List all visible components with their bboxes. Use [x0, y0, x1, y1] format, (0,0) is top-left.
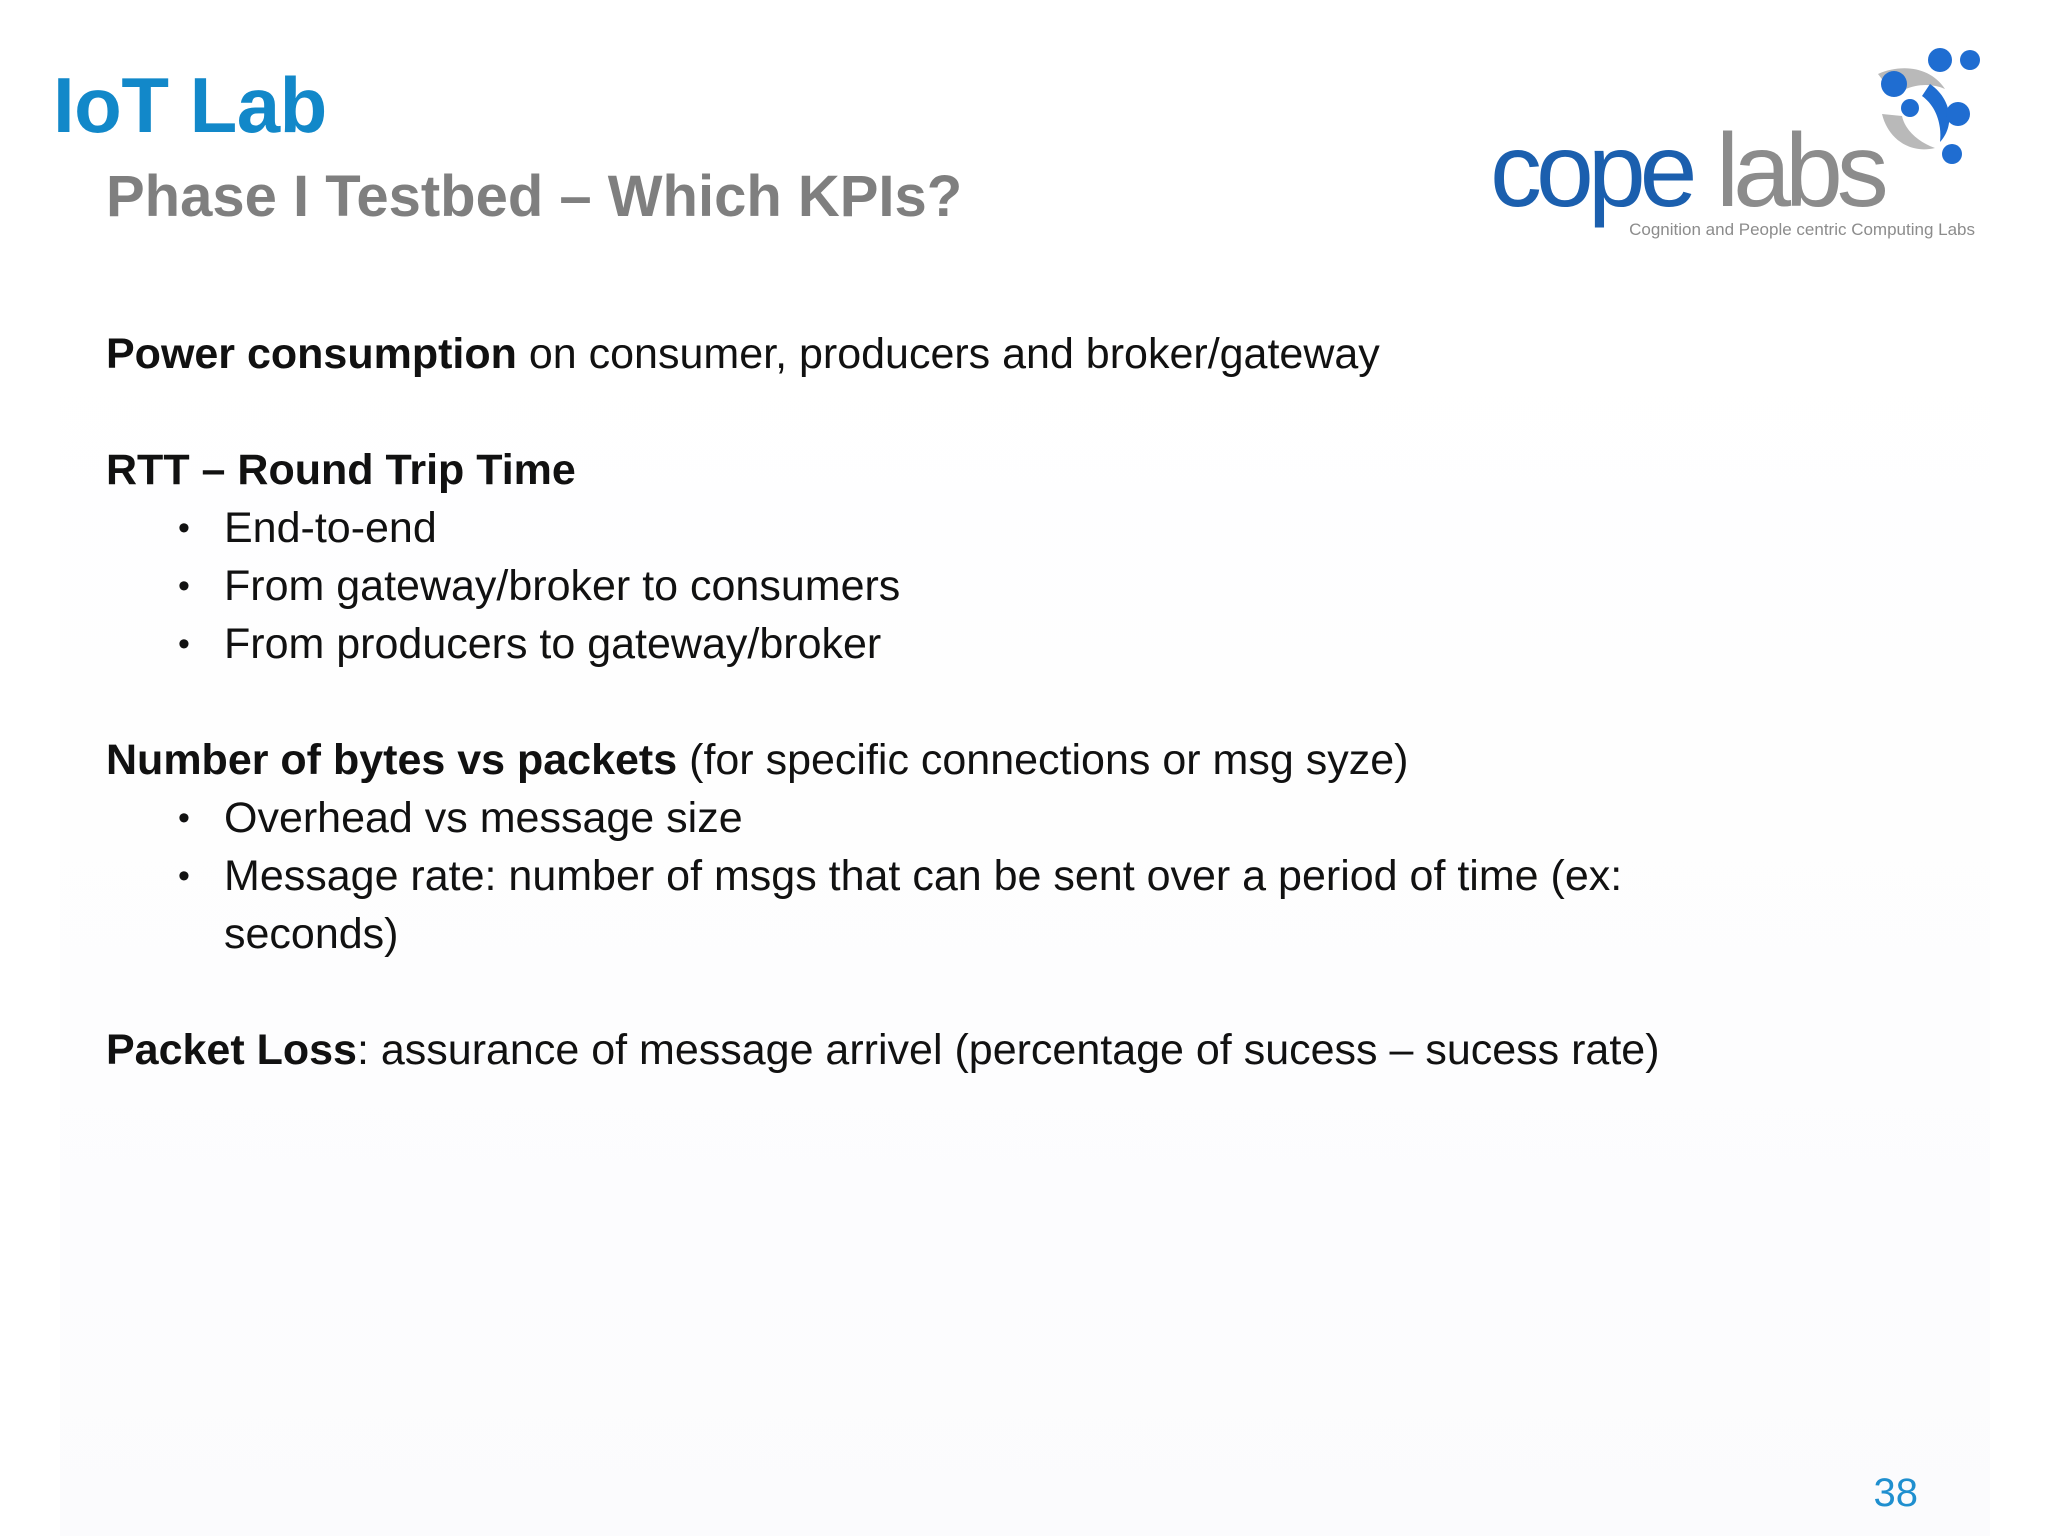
bullet-icon: • — [178, 625, 190, 663]
power-heading: Power consumption — [106, 330, 517, 378]
bytes-line — [106, 731, 1706, 789]
rtt-heading: RTT – Round Trip Time — [106, 446, 576, 494]
slide-body — [106, 325, 1706, 1079]
bullet-icon: • — [178, 799, 190, 837]
list-item: • Message rate: number of msgs that can be sent over a period of time (ex: seconds) — [106, 847, 1784, 963]
loss-line — [106, 1021, 1706, 1079]
loss-text: : assurance of message arrivel (percentage of sucess – sucess rate) — [356, 1026, 1660, 1074]
logo-mark-icon — [1878, 48, 1980, 164]
page-number: 38 — [1873, 1471, 1918, 1515]
list-item: • End-to-end — [106, 499, 1706, 557]
bytes-text: (for specific connections or msg syze) — [677, 736, 1409, 784]
rtt-heading-line — [106, 441, 1706, 499]
loss-heading: Packet Loss — [106, 1026, 357, 1074]
page-title: IoT Lab — [53, 61, 327, 149]
logo-wordmark-labs: labs — [1716, 113, 1883, 229]
logo-wordmark-cope: cope — [1490, 113, 1692, 229]
power-text: on consumer, producers and broker/gateway — [516, 330, 1380, 378]
bullet-icon: • — [178, 857, 190, 895]
page-subtitle: Phase I Testbed – Which KPIs? — [106, 164, 963, 229]
bytes-bullet-list — [106, 789, 1706, 963]
bullet-icon: • — [178, 509, 190, 547]
list-item: • From producers to gateway/broker — [106, 615, 1706, 673]
rtt-bullet-list — [106, 499, 1706, 673]
bullet-icon: • — [178, 567, 190, 605]
list-item: • Overhead vs message size — [106, 789, 1706, 847]
list-item: • From gateway/broker to consumers — [106, 557, 1706, 615]
logo-tagline: Cognition and People centric Computing Labs — [1629, 220, 1975, 239]
copelabs-logo — [1490, 44, 1980, 244]
bytes-heading: Number of bytes vs packets — [106, 736, 678, 784]
power-line — [106, 325, 1706, 383]
